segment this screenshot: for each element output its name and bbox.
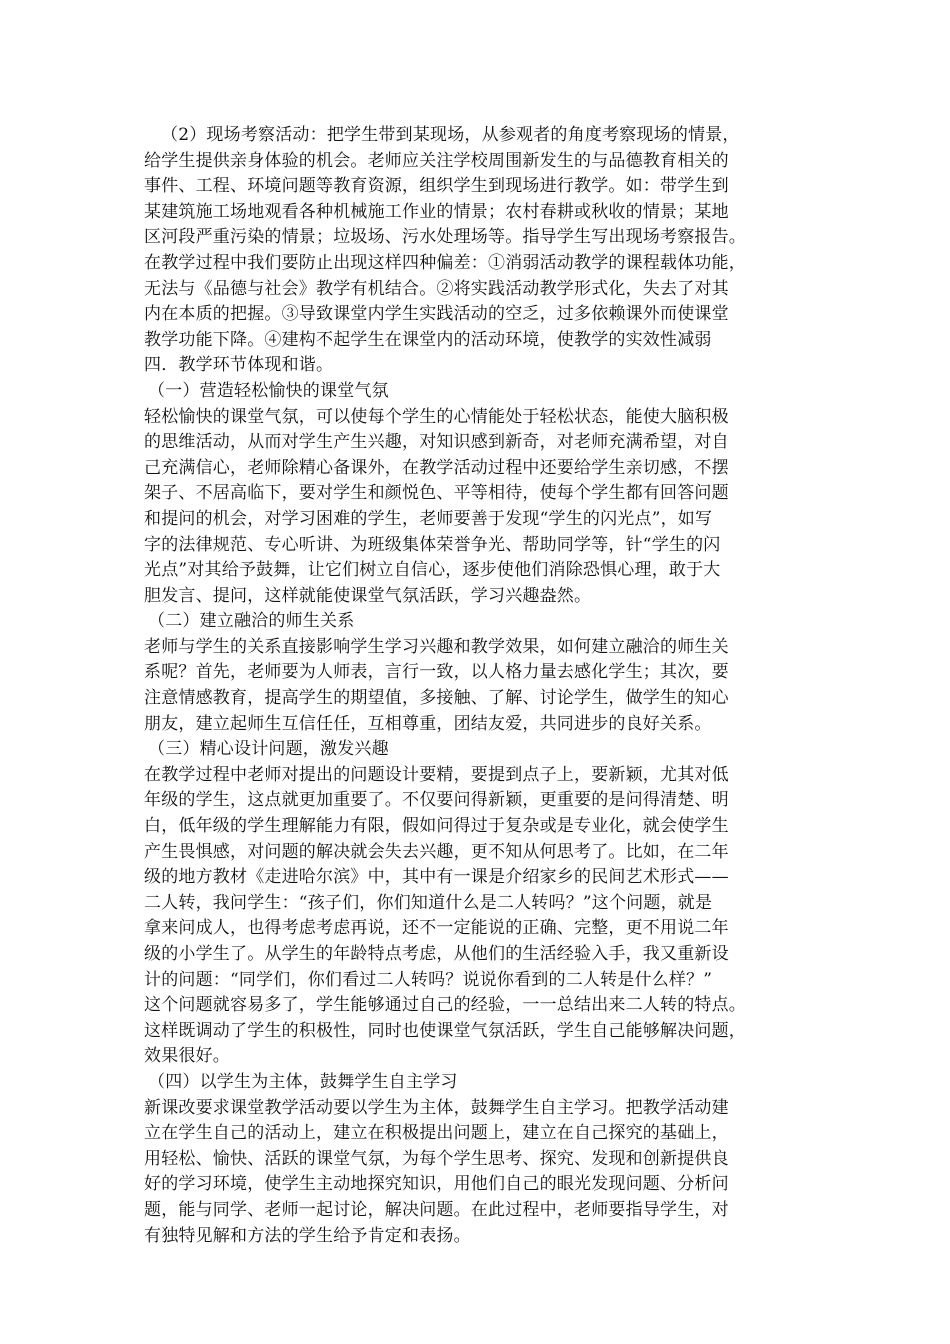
text-line: 朋友，建立起师生互信任任，互相尊重，团结友爱，共同进步的良好关系。 [144, 713, 712, 734]
text-line: 在教学过程中我们要防止出现这样四种偏差：①消弱活动教学的课程载体功能， [144, 252, 746, 273]
text-line: （2）现场考察活动：把学生带到某现场，从参观者的角度考察现场的情景， [161, 125, 740, 145]
text-line: 题，能与同学、老师一起讨论，解决问题。在此过程中，老师要指导学生，对 [144, 1199, 729, 1220]
text-line: 事件、工程、环境问题等教育资源，组织学生到现场进行教学。如：带学生到 [144, 176, 729, 197]
text-line: （二）建立融洽的师生关系 [148, 611, 355, 632]
text-line: 产生畏惧感，对问题的解决就会失去兴趣，更不知从何思考了。比如，在二年 [144, 841, 729, 862]
text-line: 注意情感教育，提高学生的期望值，多接触、了解、讨论学生，做学生的知心 [144, 688, 729, 709]
text-line: 教学功能下降。④建构不起学生在课堂内的活动环境，使教学的实效性减弱 [144, 329, 712, 350]
text-line: 二人转，我问学生：“孩子们，你们知道什么是二人转吗？”这个问题，就是 [144, 892, 713, 913]
text-line: 光点”对其给予鼓舞，让它们树立自信心，逐步使他们消除恐惧心理，敢于大 [144, 560, 721, 581]
text-line: 无法与《品德与社会》教学有机结合。②将实践活动教学形式化，失去了对其 [144, 278, 729, 299]
text-line: 四．教学环节体现和谐。 [144, 355, 334, 376]
subsection-heading [144, 609, 820, 635]
text-line: 字的法律规范、专心听讲、为班级集体荣誉争光、帮助同学等，针“学生的闪 [144, 534, 721, 555]
text-line: 内在本质的把握。③导致课堂内学生实践活动的空乏，过多依赖课外而使课堂 [144, 304, 729, 325]
text-line: 架子、不居高临下，要对学生和颜悦色、平等相待，使每个学生都有回答问题 [144, 483, 729, 504]
body-paragraph [144, 763, 820, 1070]
text-line: 这样既调动了学生的积极性，同时也使课堂气氛活跃，学生自己能够解决问题， [144, 1020, 746, 1041]
text-line: 拿来问成人，也得考虑考虑再说，还不一定能说的正确、完整，更不用说二年 [144, 918, 729, 939]
text-line: 系呢？首先，老师要为人师表，言行一致，以人格力量去感化学生；其次，要 [144, 662, 729, 683]
subsection-heading [144, 379, 820, 405]
section-heading [144, 353, 820, 379]
text-line: 级的小学生了。从学生的年龄特点考虑，从他们的生活经验入手，我又重新设 [144, 944, 729, 964]
text-line: 有独特见解和方法的学生给予肯定和表扬。 [144, 1225, 471, 1246]
text-line: 的思维活动，从而对学生产生兴趣，对知识感到新奇，对老师充满希望，对自 [144, 432, 729, 453]
document-page [144, 123, 820, 1249]
text-line: 效果很好。 [144, 1046, 230, 1067]
text-line: 己充满信心，老师除精心备课外，在教学活动过程中还要给学生亲切感，不摆 [144, 457, 729, 478]
text-line: 轻松愉快的课堂气氛，可以使每个学生的心情能处于轻松状态，能使大脑积极 [144, 406, 729, 427]
subsection-heading [144, 1070, 820, 1096]
text-line: 和提问的机会，对学习困难的学生，老师要善于发现“学生的闪光点”，如写 [144, 508, 713, 529]
text-line: （三）精心设计问题，激发兴趣 [148, 739, 389, 760]
text-line: 胆发言、提问，这样就能使课堂气氛活跃，学习兴趣盎然。 [144, 585, 592, 606]
text-line: （一）营造轻松愉快的课堂气氛 [148, 380, 389, 401]
text-line: 级的地方教材《走进哈尔滨》中，其中有一课是介绍家乡的民间艺术形式—— [144, 867, 729, 888]
text-line: 给学生提供亲身体验的机会。老师应关注学校周围新发生的与品德教育相关的 [144, 150, 729, 171]
text-line: 在教学过程中老师对提出的问题设计要精，要提到点子上，要新颖，尤其对低 [144, 764, 729, 785]
text-line: 计的问题：“同学们，你们看过二人转吗？说说你看到的二人转是什么样？” [144, 969, 713, 990]
text-line: 新课改要求课堂教学活动要以学生为主体，鼓舞学生自主学习。把教学活动建 [144, 1097, 729, 1118]
subsection-heading [144, 737, 820, 763]
body-paragraph [144, 123, 820, 353]
text-line: 年级的学生，这点就更加重要了。不仅要问得新颖，更重要的是问得清楚、明 [144, 790, 729, 811]
text-line: 老师与学生的关系直接影响学生学习兴趣和教学效果，如何建立融洽的师生关 [144, 636, 729, 657]
body-paragraph [144, 635, 820, 737]
body-paragraph [144, 1096, 820, 1250]
text-line: 好的学习环境，使学生主动地探究知识，用他们自己的眼光发现问题、分析问 [144, 1174, 729, 1195]
text-line: 白，低年级的学生理解能力有限，假如问得过于复杂或是专业化，就会使学生 [144, 816, 729, 837]
text-line: 用轻松、愉快、活跃的课堂气氛，为每个学生思考、探究、发现和创新提供良 [144, 1148, 729, 1169]
text-line: 这个问题就容易多了，学生能够通过自己的经验，一一总结出来二人转的特点。 [144, 995, 746, 1016]
text-line: 立在学生自己的活动上，建立在积极提出问题上，建立在自己探究的基础上， [144, 1123, 729, 1144]
body-paragraph [144, 405, 820, 610]
text-line: 区河段严重污染的情景；垃圾场、污水处理场等。指导学生写出现场考察报告。 [144, 227, 746, 248]
text-line: 某建筑施工场地观看各种机械施工作业的情景；农村春耕或秋收的情景；某地 [144, 201, 729, 222]
text-line: （四）以学生为主体，鼓舞学生自主学习 [148, 1071, 458, 1092]
